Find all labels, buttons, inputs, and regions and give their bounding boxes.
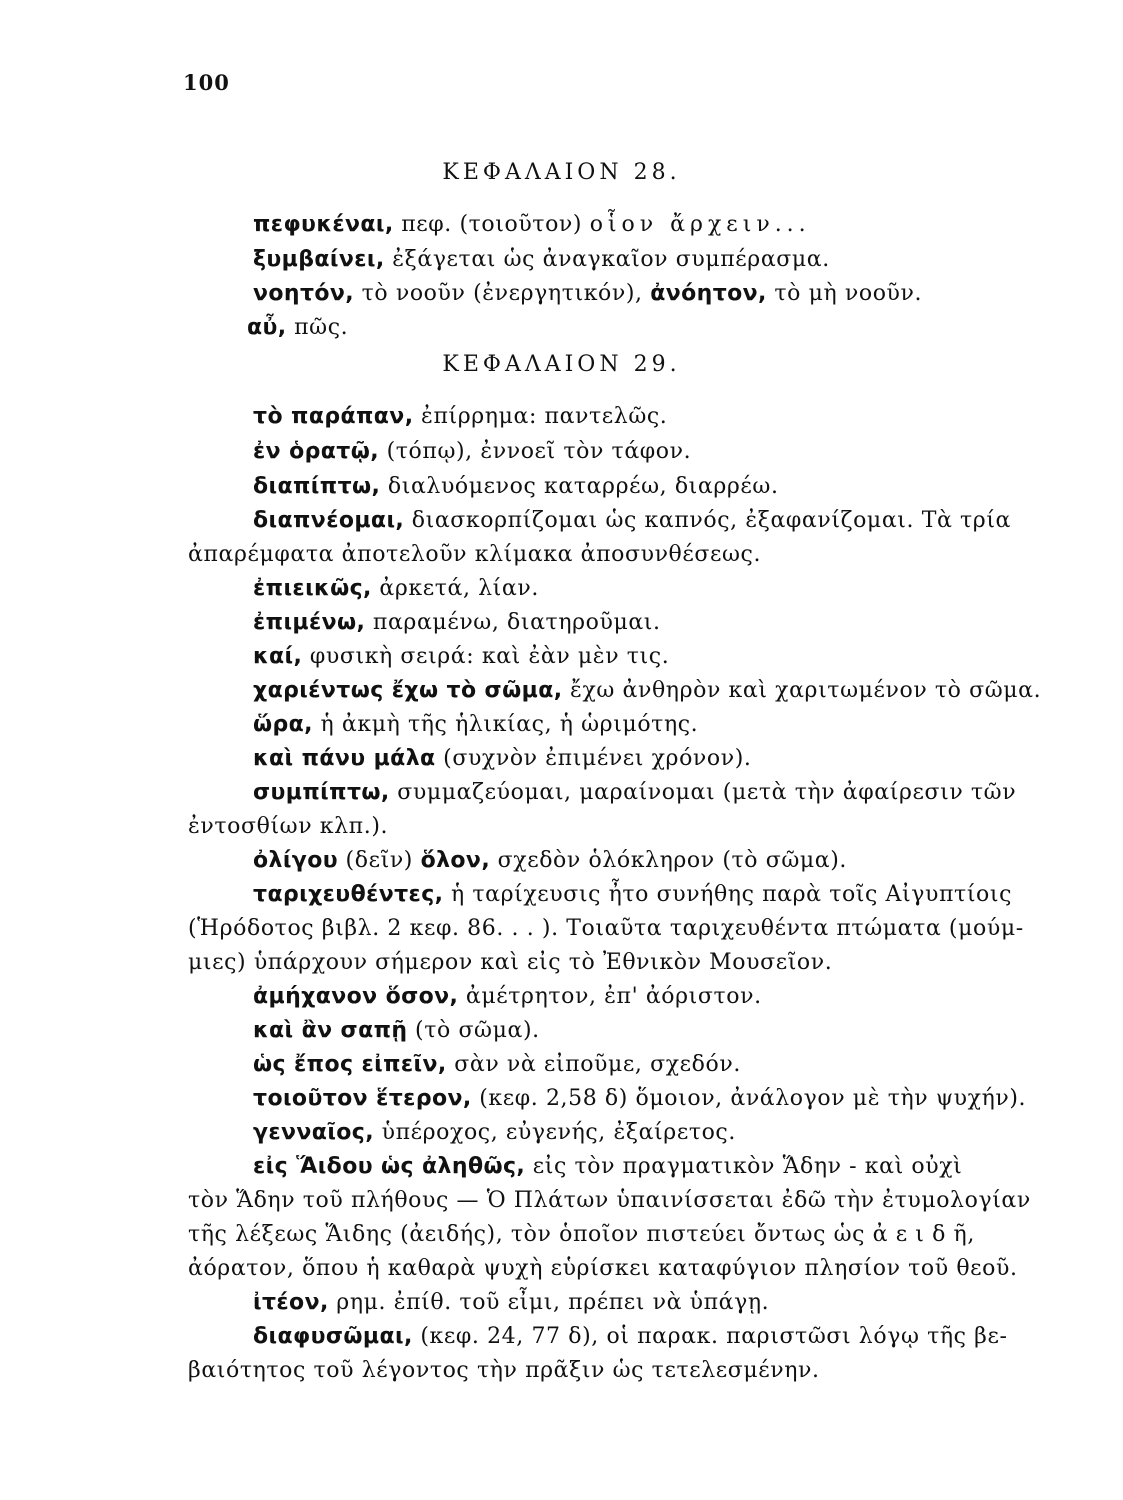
entry-gloss: (κεφ. 24, 77 δ), οἱ παρακ. παριστῶσι λόγῳ τῆς βε-: [412, 1324, 1008, 1349]
entry-line: [253, 1118, 736, 1148]
entry-term: τὸ παράπαν,: [253, 404, 414, 429]
entry-continuation: ἀόρατον, ὅπου ἡ καθαρὰ ψυχὴ εὑρίσκει καταφύγιον πλησίον τοῦ θεοῦ.: [188, 1256, 1018, 1281]
entry-gloss: (συχνὸν ἐπιμένει χρόνον).: [435, 746, 752, 771]
entry-line: [253, 676, 1041, 706]
entry-gloss: πεφ. (τοιοῦτον): [393, 212, 590, 237]
entry-line: [253, 574, 539, 604]
entry-gloss: τὸ νοοῦν (ἐνεργητικόν),: [354, 281, 651, 306]
entry-gloss: φυσικὴ σειρά: καὶ ἐὰν μὲν τις.: [302, 644, 670, 669]
entry-gloss: ἀμέτρητον, ἐπ' ἀόριστον.: [458, 984, 762, 1009]
entry-term: νοητόν,: [253, 281, 355, 306]
entry-gloss: τὸ μὴ νοοῦν.: [766, 281, 923, 306]
entry-term: διαπίπτω,: [253, 474, 381, 499]
entry-continuation: ἐντοσθίων κλπ.).: [188, 814, 389, 839]
entry-gloss: ἔχω ἀνθηρὸν καὶ χαριτωμένον τὸ σῶμα.: [562, 678, 1042, 703]
entry-continuation: τῆς λέξεως Ἅιδης (ἀειδής), τὸν ὁποῖον πιστεύει ὄντως ὡς ἀ ε ι δ ῆ,: [188, 1222, 975, 1247]
entry-line: [253, 982, 762, 1012]
entry-gloss: ἀρκετά, λίαν.: [371, 576, 539, 601]
entry-term: συμπίπτω,: [253, 780, 390, 805]
entry-gloss: εἰς τὸν πραγματικὸν Ἅδην - καὶ οὐχὶ: [525, 1154, 963, 1179]
entry-gloss: ρημ. ἐπίθ. τοῦ εἶμι, πρέπει νὰ ὑπάγῃ.: [328, 1290, 770, 1315]
entry-term: ἀμήχανον ὅσον,: [253, 984, 459, 1009]
entry-term: τοιοῦτον ἕτερον,: [253, 1086, 472, 1111]
entry-line: [253, 642, 669, 672]
entry-gloss: (κεφ. 2,58 δ) ὅμοιον, ἀνάλογον μὲ τὴν ψυχήν).: [471, 1086, 1027, 1111]
entry-term: καὶ πάνυ μάλα: [253, 746, 436, 771]
entry-gloss: σχεδὸν ὁλόκληρον (τὸ σῶμα).: [490, 848, 848, 873]
entry-term: διαπνέομαι,: [253, 508, 405, 533]
entry-line: [253, 279, 922, 309]
entry-continuation: (Ἡρόδοτος βιβλ. 2 κεφ. 86. . . ). Τοιαῦτα ταριχευθέντα πτώματα (μούμ-: [188, 916, 1024, 941]
entry-line: [253, 778, 1016, 808]
entry-continuation: ἀπαρέμφατα ἀποτελοῦν κλίμακα ἀποσυνθέσεως.: [188, 542, 762, 567]
entry-line: [253, 210, 811, 240]
entry-line: [253, 402, 667, 432]
entry-line: [253, 437, 691, 467]
entry-continuation: τὸν Ἅδην τοῦ πλήθους — Ὁ Πλάτων ὑπαινίσσεται ἐδῶ τὴν ἐτυμολογίαν: [188, 1188, 1031, 1213]
entry-term: χαριέντως ἔχω τὸ σῶμα,: [253, 678, 563, 703]
entry-term: ἐν ὁρατῷ,: [253, 439, 379, 464]
entry-term: ὀλίγου: [253, 848, 338, 873]
entry-line: [247, 313, 348, 343]
entry-gloss: παραμένω, διατηροῦμαι.: [365, 610, 661, 635]
page-number: 100: [183, 70, 230, 95]
entry-gloss: ἐπίρρημα: παντελῶς.: [413, 404, 668, 429]
entry-term: εἰς Ἅιδου ὡς ἀληθῶς,: [253, 1154, 526, 1179]
entry-gloss: διαλυόμενος καταρρέω, διαρρέω.: [380, 474, 779, 499]
entry-continuation: βαιότητος τοῦ λέγοντος τὴν πρᾶξιν ὡς τετελεσμένην.: [188, 1358, 820, 1383]
entry-term: καί,: [253, 644, 303, 669]
entry-line: [253, 1016, 540, 1046]
entry-line: [253, 1152, 962, 1182]
entry-gloss: ἡ ταρίχευσις ἦτο συνήθης παρὰ τοῖς Αἰγυπτίοις: [443, 882, 1013, 907]
entry-gloss: σὰν νὰ εἰποῦμε, σχεδόν.: [446, 1052, 741, 1077]
entry-line: [253, 744, 752, 774]
entry-line: [253, 506, 1011, 536]
entry-gloss: (τὸ σῶμα).: [407, 1018, 540, 1043]
entry-line: [253, 472, 779, 502]
entry-line: [253, 846, 847, 876]
entry-term: ἐπιεικῶς,: [253, 576, 372, 601]
chapter-29-heading: ΚΕΦΑΛΑΙΟΝ 29.: [442, 352, 681, 377]
entry-line: [253, 1288, 769, 1318]
entry-line: [253, 608, 661, 638]
entry-gloss-spaced: οἷον ἄρχειν...: [589, 212, 811, 237]
entry-term-secondary: ἀνόητον,: [650, 281, 767, 306]
entry-gloss: διασκορπίζομαι ὡς καπνός, ἐξαφανίζομαι. Τὰ τρία: [404, 508, 1012, 533]
entry-line: [253, 245, 830, 275]
entry-gloss: πῶς.: [286, 315, 349, 340]
entry-term: ταριχευθέντες,: [253, 882, 444, 907]
entry-term: γενναῖος,: [253, 1120, 375, 1145]
entry-term: καὶ ἂν σαπῇ: [253, 1018, 408, 1043]
entry-term: ὡς ἔπος εἰπεῖν,: [253, 1052, 447, 1077]
entry-gloss: (τόπῳ), ἐννοεῖ τὸν τάφον.: [379, 439, 692, 464]
entry-line: [253, 880, 1012, 910]
entry-term: διαφυσῶμαι,: [253, 1324, 413, 1349]
entry-term: ξυμβαίνει,: [253, 247, 385, 272]
chapter-28-heading: ΚΕΦΑΛΑΙΟΝ 28.: [442, 160, 681, 185]
entry-term: ἰτέον,: [253, 1290, 329, 1315]
entry-term: ἐπιμένω,: [253, 610, 366, 635]
entry-gloss: ὑπέροχος, εὐγενής, ἐξαίρετος.: [374, 1120, 736, 1145]
entry-line: [253, 1050, 741, 1080]
entry-line: [253, 1322, 1008, 1352]
entry-gloss: ἡ ἀκμὴ τῆς ἡλικίας, ἡ ὡριμότης.: [312, 712, 699, 737]
entry-gloss: συμμαζεύομαι, μαραίνομαι (μετὰ τὴν ἀφαίρεσιν τῶν: [389, 780, 1017, 805]
entry-term: ὥρα,: [253, 712, 313, 737]
entry-term: αὖ,: [247, 315, 287, 340]
entry-line: [253, 1084, 1026, 1114]
entry-term: πεφυκέναι,: [253, 212, 394, 237]
entry-gloss: (δεῖν): [337, 848, 421, 873]
entry-line: [253, 710, 698, 740]
entry-term-secondary: ὅλον,: [420, 848, 491, 873]
entry-continuation: μιες) ὑπάρχουν σήμερον καὶ εἰς τὸ Ἐθνικὸν Μουσεῖον.: [188, 950, 833, 975]
entry-gloss: ἐξάγεται ὡς ἀναγκαῖον συμπέρασμα.: [384, 247, 830, 272]
